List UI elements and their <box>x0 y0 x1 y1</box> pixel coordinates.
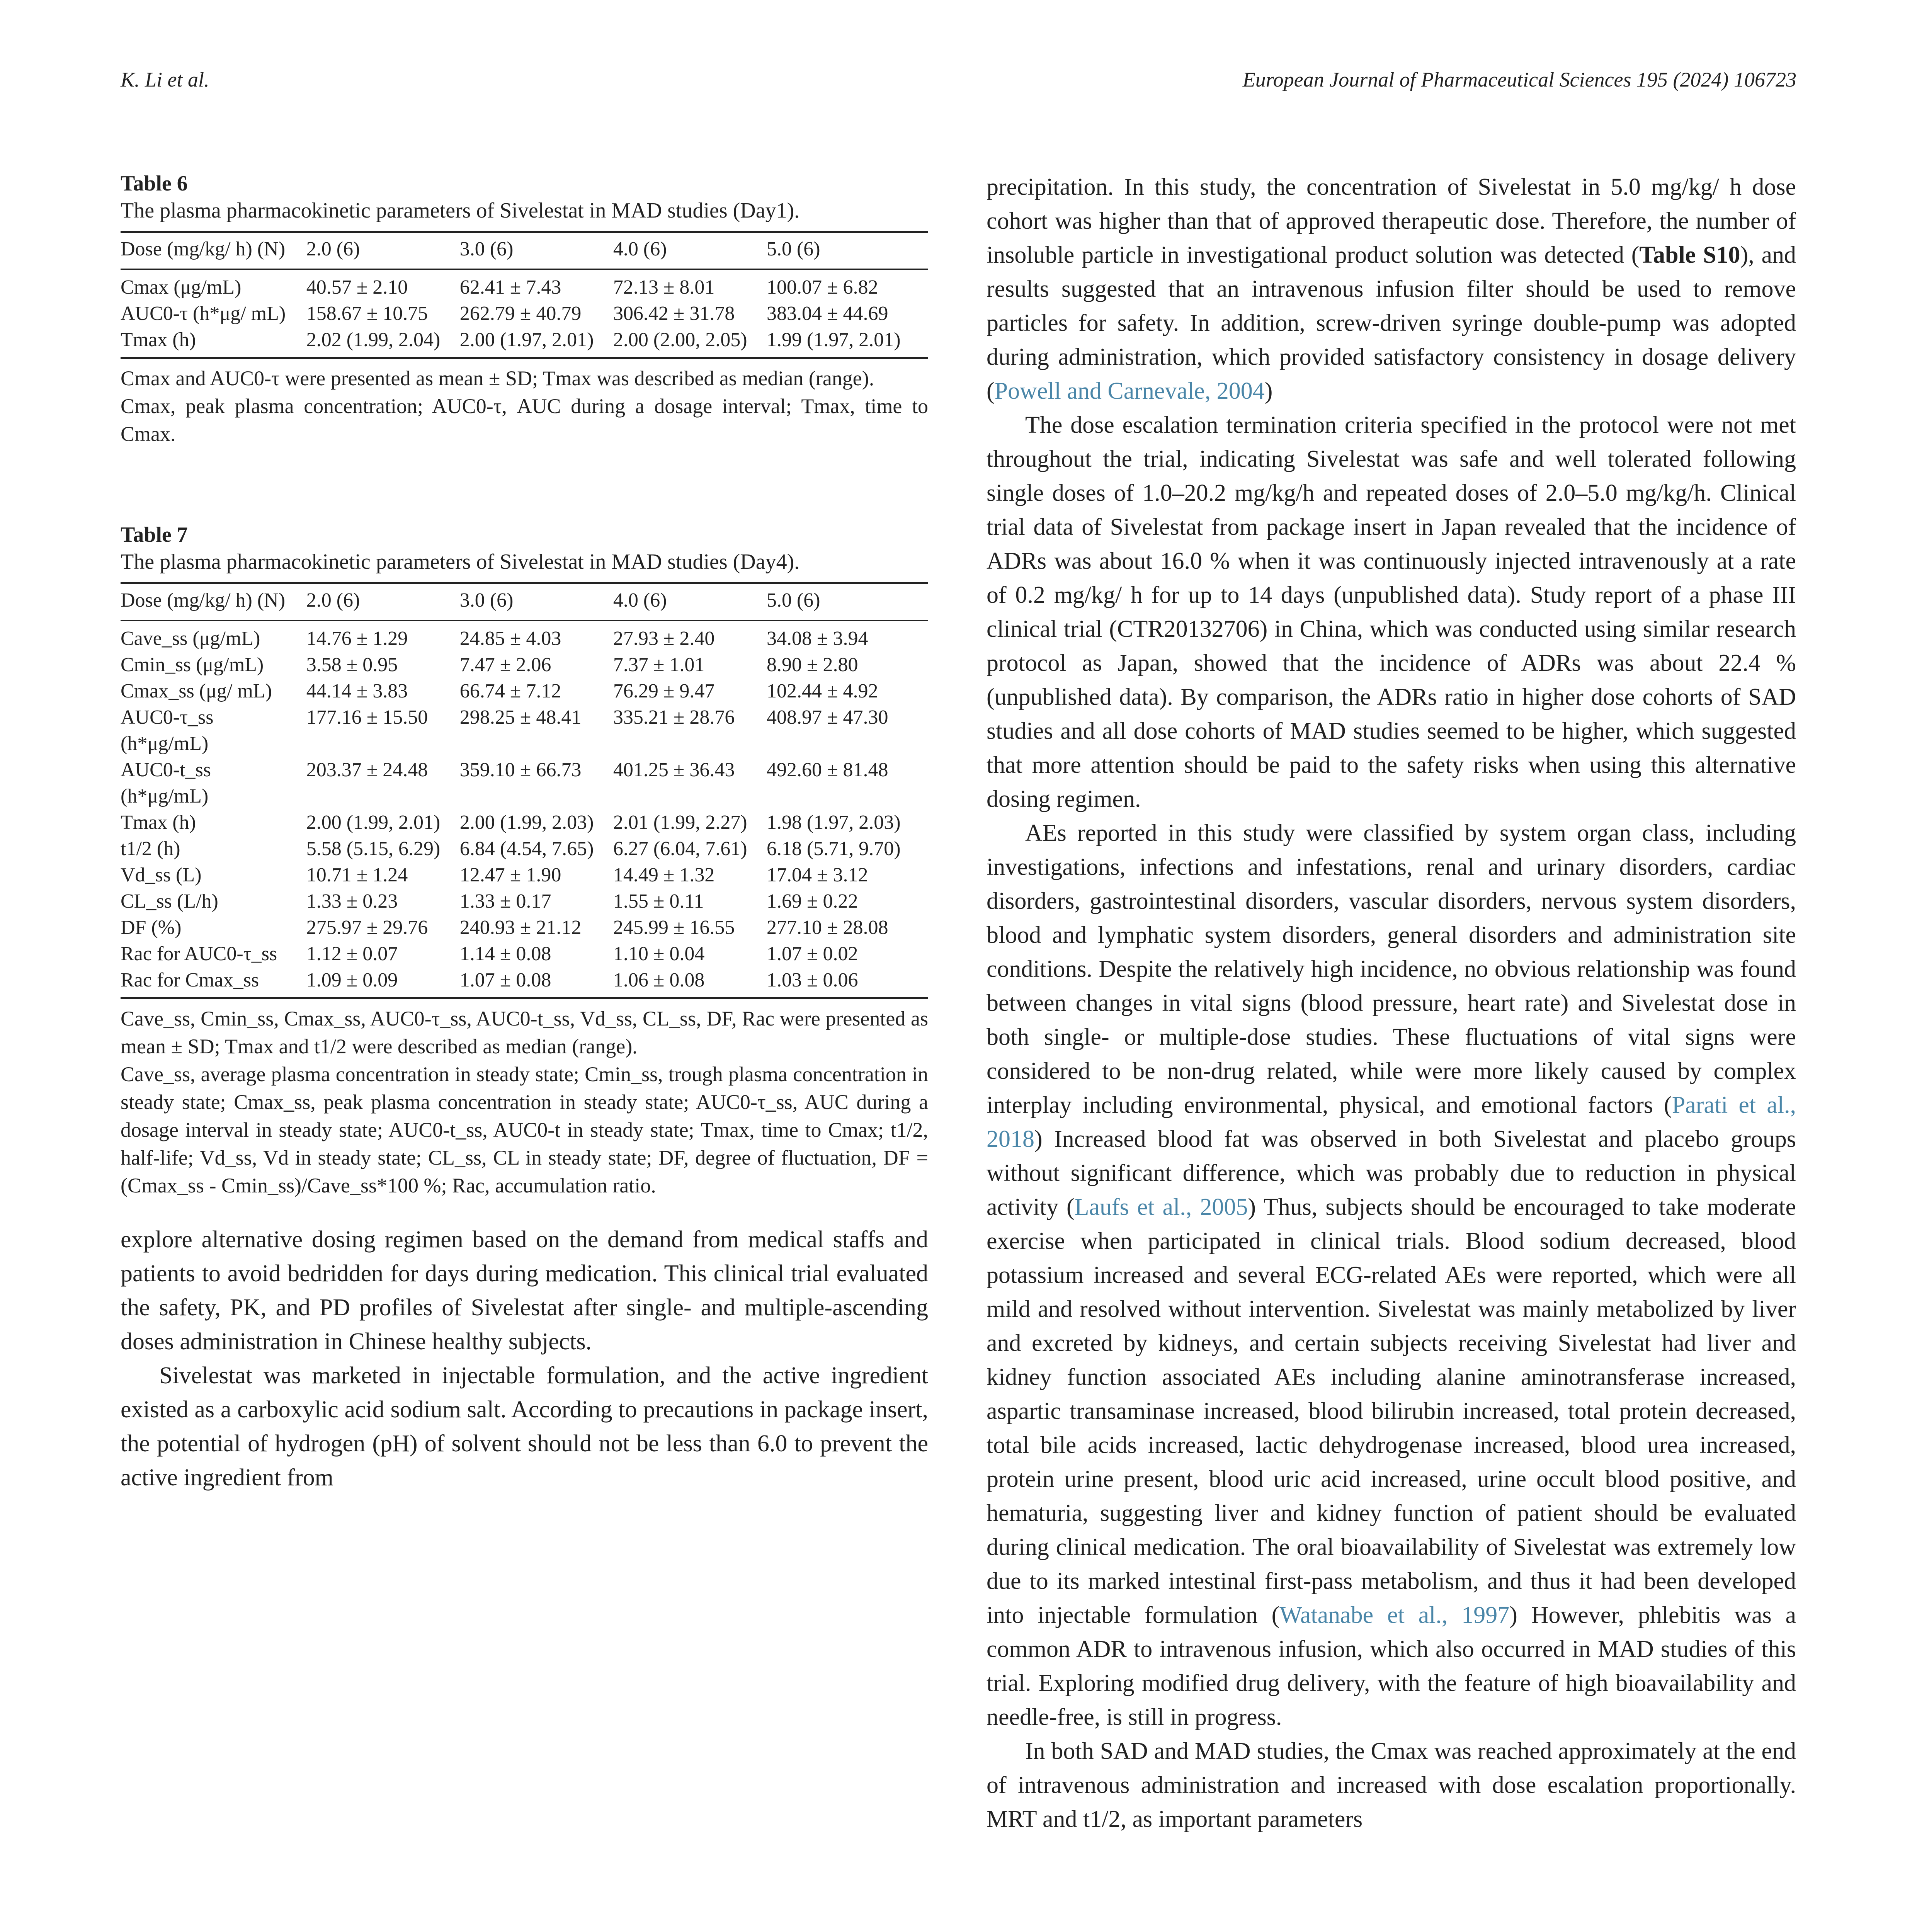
table-cell: 7.47 ± 2.06 <box>459 654 551 676</box>
table-cell: 158.67 ± 10.75 <box>306 303 428 325</box>
table-cell: 72.13 ± 8.01 <box>613 276 715 298</box>
table-cell: 245.99 ± 16.55 <box>613 917 735 939</box>
table-cell: 17.04 ± 3.12 <box>766 864 868 886</box>
table-cell: 408.97 ± 47.30 <box>766 706 888 728</box>
supplementary-table-ref[interactable]: Table S10 <box>1639 242 1740 268</box>
right-body-text <box>987 170 1796 1836</box>
table-header-row <box>121 583 928 621</box>
table-row <box>121 967 928 998</box>
table6-caption: The plasma pharmacokinetic parameters of Sivelestat in MAD studies (Day1). <box>121 199 800 223</box>
table-cell: 2.00 (1.99, 2.01) <box>306 811 441 833</box>
table-cell: 2.00 (2.00, 2.05) <box>613 327 767 358</box>
table-row <box>121 704 928 757</box>
left-body-text <box>121 1223 928 1495</box>
table-cell: 298.25 ± 48.41 <box>459 706 582 728</box>
table-cell: 1.33 ± 0.17 <box>459 890 551 912</box>
table-cell: 277.10 ± 28.08 <box>766 917 888 939</box>
table-cell: Tmax (h) <box>121 327 306 358</box>
table-cell: 1.03 ± 0.06 <box>767 967 928 998</box>
table-cell: t1/2 (h) <box>121 838 180 860</box>
table-cell: 12.47 ± 1.90 <box>459 864 561 886</box>
right-column <box>987 170 1796 1836</box>
table-cell: 44.14 ± 3.83 <box>306 680 408 702</box>
table-cell: 40.57 ± 2.10 <box>306 276 408 298</box>
table-cell: 7.37 ± 1.01 <box>613 654 705 676</box>
table-cell: 262.79 ± 40.79 <box>459 303 582 325</box>
left-column <box>121 170 928 1495</box>
table7-note1: Cave_ss, Cmin_ss, Cmax_ss, AUC0-τ_ss, AUC0-t_ss, Vd_ss, CL_ss, DF, Rac were presented as mean ± SD; Tmax and t1/2 were described as median (range). <box>121 1007 928 1058</box>
table-cell: AUC0-t_ss (h*μg/mL) <box>121 759 211 807</box>
table-cell: 1.07 ± 0.08 <box>460 967 613 998</box>
table-cell: Cave_ss (μg/mL) <box>121 628 260 650</box>
citation-link[interactable]: Watanabe et al., 1997 <box>1279 1602 1510 1628</box>
table7 <box>121 582 928 999</box>
table-cell: 275.97 ± 29.76 <box>306 917 428 939</box>
table-cell: 62.41 ± 7.43 <box>459 276 561 298</box>
table-row <box>121 941 928 967</box>
citation-link[interactable]: Laufs et al., 2005 <box>1074 1194 1248 1220</box>
table-cell: 401.25 ± 36.43 <box>613 759 735 781</box>
table-row <box>121 836 928 862</box>
table-cell: Tmax (h) <box>121 811 196 833</box>
table-row <box>121 301 928 327</box>
table-cell: 14.49 ± 1.32 <box>613 864 715 886</box>
table-cell: 2.00 (1.99, 2.03) <box>459 811 594 833</box>
table-cell: 34.08 ± 3.94 <box>766 628 868 650</box>
table-cell: AUC0-τ (h*μg/ mL) <box>121 303 286 325</box>
citation-link[interactable]: Powell and Carnevale, 2004 <box>994 378 1265 404</box>
table-row <box>121 888 928 915</box>
table-row <box>121 652 928 678</box>
table-cell: 27.93 ± 2.40 <box>613 628 715 650</box>
table-cell: 3.0 (6) <box>460 583 613 621</box>
table-cell: 2.02 (1.99, 2.04) <box>306 327 460 358</box>
table-cell: Cmax (μg/mL) <box>121 276 242 298</box>
paragraph: Sivelestat was marketed in injectable formulation, and the active ingredient existed as a carboxylic acid sodium salt. According to precautions in package insert, the potential of hydrogen (pH) of solvent should not be less than 6.0 to prevent the active ingredient from <box>121 1362 928 1491</box>
running-author: K. Li et al. <box>121 68 209 91</box>
table-cell: 1.99 (1.97, 2.01) <box>767 327 928 358</box>
table-cell: 1.09 ± 0.09 <box>306 967 460 998</box>
table-cell: 66.74 ± 7.12 <box>459 680 561 702</box>
table-cell: 6.18 (5.71, 9.70) <box>766 838 901 860</box>
paragraph: explore alternative dosing regimen based on the demand from medical staffs and patients to avoid bedridden for days during medication. This clinical trial evaluated the safety, PK, and PD profiles of Sivelestat after single- and multiple-ascending doses administration in Chinese healthy subjects. <box>121 1226 928 1355</box>
table-cell: 2.00 (1.97, 2.01) <box>460 327 613 358</box>
table7-caption: The plasma pharmacokinetic parameters of Sivelestat in MAD studies (Day4). <box>121 550 800 574</box>
table-row <box>121 621 928 652</box>
table-cell: 5.0 (6) <box>767 232 928 269</box>
table-cell: Rac for AUC0-τ_ss <box>121 943 277 965</box>
table-cell: 8.90 ± 2.80 <box>766 654 858 676</box>
table-cell: 2.0 (6) <box>306 583 460 621</box>
citation-link[interactable]: Parati et al., 2018 <box>987 1092 1796 1152</box>
table-row <box>121 269 928 301</box>
paragraph: In both SAD and MAD studies, the Cmax was reached approximately at the end of intravenous administration and increased with dose escalation proportionally. MRT and t1/2, as important parameters <box>987 1738 1796 1832</box>
table-cell: 100.07 ± 6.82 <box>766 276 878 298</box>
table6 <box>121 231 928 359</box>
table-cell: 306.42 ± 31.78 <box>613 303 735 325</box>
table-cell: CL_ss (L/h) <box>121 890 218 912</box>
table-cell: 4.0 (6) <box>613 232 767 269</box>
table-cell: Vd_ss (L) <box>121 864 202 886</box>
table-cell: 2.01 (1.99, 2.27) <box>613 811 747 833</box>
paragraph: AEs reported in this study were classified by system organ class, including investigations, infections and infestations, renal and urinary disorders, cardiac disorders, gastrointestinal disorders, vascular disorders, nervous system disorders, blood and lymphatic system disorders, general disorders and administration site conditions. Despite the relatively high incidence, no obvious relationship was found between changes in vital signs (blood pressure, heart rate) and Sivelestat dose in both single- or multiple-dose studies. These fluctuations of vital signs were considered to be non-drug related, while were more likely caused by complex interplay including environmental, physical, and emotional factors (Parati et al., 2018) Increased blood fat was observed in both Sivelestat and placebo groups without significant difference, which was probably due to reduction in physical activity (Laufs et al., 2005) Thus, subjects should be encouraged to take moderate exercise when participated in clinical trials. Blood sodium decreased, blood potassium increased and several ECG-related AEs were reported, which were all mild and resolved without intervention. Sivelestat was mainly metabolized by liver and excreted by kidneys, and certain subjects receiving Sivelestat had liver and kidney function associated AEs including alanine aminotransferase increased, aspartic transaminase increased, blood bilirubin increased, total protein decreased, total bile acids increased, lactic dehydrogenase increased, blood urea increased, protein urine present, blood uric acid increased, urine occult blood positive, and hematuria, suggesting liver and kidney function of patient should be evaluated during clinical medication. The oral bioavailability of Sivelestat was extremely low due to its marked intestinal first-pass metabolism, and thus it had been developed into injectable formulation (Watanabe et al., 1997) However, phlebitis was a common ADR to intravenous infusion, which also occurred in MAD studies of this trial. Exploring modified drug delivery, with the feature of high bioavailability and needle-free, is still in progress. <box>987 820 1796 1730</box>
table-cell: 1.69 ± 0.22 <box>766 890 858 912</box>
table-cell: 14.76 ± 1.29 <box>306 628 408 650</box>
table-cell: 5.58 (5.15, 6.29) <box>306 838 441 860</box>
table-cell: 10.71 ± 1.24 <box>306 864 408 886</box>
table-row <box>121 678 928 704</box>
table-cell: Cmin_ss (μg/mL) <box>121 654 264 676</box>
table-cell: 177.16 ± 15.50 <box>306 706 428 728</box>
paragraph: The dose escalation termination criteria specified in the protocol were not met throughout the trial, indicating Sivelestat was safe and well tolerated following single doses of 1.0–20.2 mg/kg/h and repeated doses of 2.0–5.0 mg/kg/h. Clinical trial data of Sivelestat from package insert in Japan revealed that the incidence of ADRs was about 16.0 % when it was continuously injected intravenously at a rate of 0.2 mg/kg/ h for up to 14 days (unpublished data). Study report of a phase III clinical trial (CTR20132706) in China, which was conducted using similar research protocol as Japan, showed that the incidence of ADRs was about 22.4 % (unpublished data). By comparison, the ADRs ratio in higher dose cohorts of SAD studies and all dose cohorts of MAD studies seemed to be higher, which suggested that more attention should be paid to the safety risks when using this alternative dosing regimen. <box>987 412 1796 812</box>
table-cell: 335.21 ± 28.76 <box>613 706 735 728</box>
table-cell: 203.37 ± 24.48 <box>306 759 428 781</box>
table-cell: 240.93 ± 21.12 <box>459 917 582 939</box>
table-cell: Dose (mg/kg/ h) (N) <box>121 232 306 269</box>
table7-title: Table 7 <box>121 523 188 547</box>
table-cell: 6.84 (4.54, 7.65) <box>459 838 594 860</box>
table-cell: 3.58 ± 0.95 <box>306 654 398 676</box>
table-cell: 1.06 ± 0.08 <box>613 967 767 998</box>
table-cell: Dose (mg/kg/ h) (N) <box>121 583 306 621</box>
table-cell: 359.10 ± 66.73 <box>459 759 582 781</box>
table-cell: 383.04 ± 44.69 <box>766 303 888 325</box>
table-cell: 76.29 ± 9.47 <box>613 680 715 702</box>
table-cell: 2.0 (6) <box>306 232 460 269</box>
table-header-row <box>121 232 928 269</box>
table6-note2: Cmax, peak plasma concentration; AUC0-τ, AUC during a dosage interval; Tmax, time to Cmax. <box>121 395 928 446</box>
table-cell: 1.12 ± 0.07 <box>306 943 398 965</box>
table-cell: 1.07 ± 0.02 <box>766 943 858 965</box>
table-row <box>121 327 928 358</box>
table-cell: AUC0-τ_ss (h*μg/mL) <box>121 706 214 755</box>
table-cell: 6.27 (6.04, 7.61) <box>613 838 747 860</box>
table-cell: 1.98 (1.97, 2.03) <box>766 811 901 833</box>
table-cell: 24.85 ± 4.03 <box>459 628 561 650</box>
table6-note1: Cmax and AUC0-τ were presented as mean ± SD; Tmax was described as median (range). <box>121 367 874 390</box>
table-cell: 4.0 (6) <box>613 583 767 621</box>
table7-note2: Cave_ss, average plasma concentration in steady state; Cmin_ss, trough plasma concentration in steady state; Cmax_ss, peak plasma concentration in steady state; AUC0-τ_ss, AUC during a dosage interval in steady state; AUC0-t_ss, AUC0-t in steady state; Tmax, time to Cmax; t1/2, half-life; Vd_ss, Vd in steady state; CL_ss, CL in steady state; DF, degree of fluctuation, DF = (Cmax_ss - Cmin_ss)/Cave_ss*100 %; Rac, accumulation ratio. <box>121 1063 928 1197</box>
table-cell: 3.0 (6) <box>460 232 613 269</box>
table-row <box>121 757 928 810</box>
table-cell: 1.10 ± 0.04 <box>613 943 705 965</box>
table-cell: Rac for Cmax_ss <box>121 967 306 998</box>
paragraph: precipitation. In this study, the concentration of Sivelestat in 5.0 mg/kg/ h dose cohort was higher than that of approved therapeutic dose. Therefore, the number of insoluble particle in investigational product solution was detected (Table S10), and results suggested that an intravenous infusion filter should be used to remove particles for safety. In addition, screw-driven syringe double-pump was adopted during administration, which provided satisfactory consistency in dosage delivery (Powell and Carnevale, 2004) <box>987 174 1796 404</box>
table-cell: DF (%) <box>121 917 182 939</box>
table-cell: 5.0 (6) <box>767 583 928 621</box>
journal-citation: European Journal of Pharmaceutical Sciences 195 (2024) 106723 <box>1242 68 1796 91</box>
table-cell: Cmax_ss (μg/ mL) <box>121 680 272 702</box>
table-cell: 102.44 ± 4.92 <box>766 680 878 702</box>
table-cell: 1.33 ± 0.23 <box>306 890 398 912</box>
table-cell: 1.14 ± 0.08 <box>459 943 551 965</box>
table-cell: 1.55 ± 0.11 <box>613 890 704 912</box>
table-row <box>121 810 928 836</box>
table6-title: Table 6 <box>121 172 188 196</box>
table-row <box>121 862 928 888</box>
table-row <box>121 915 928 941</box>
table-cell: 492.60 ± 81.48 <box>766 759 888 781</box>
